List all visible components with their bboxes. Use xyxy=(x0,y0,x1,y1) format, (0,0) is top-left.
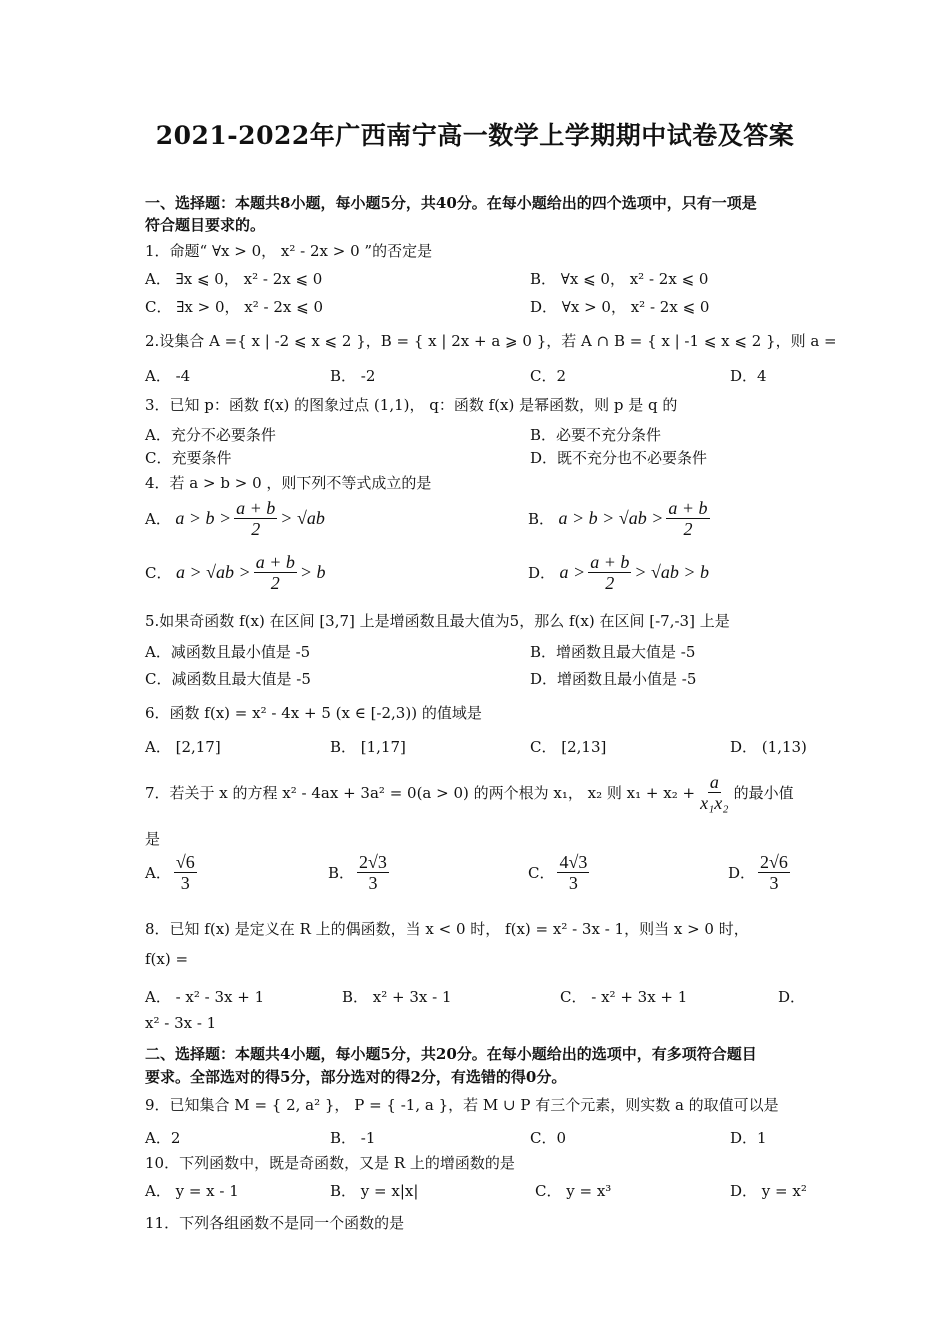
q7-option-d xyxy=(728,852,793,893)
q5-option-a: A．减函数且最小值是 -5 xyxy=(145,643,311,661)
section-2-heading-line1: 二、选择题：本题共4小题，每小题5分，共20分。在每小题给出的选项中，有多项符合题目 xyxy=(145,1045,757,1063)
q8-option-d-continued: x² - 3x - 1 xyxy=(145,1014,217,1032)
q7-a-den: 3 xyxy=(180,873,190,893)
section-2-heading-line2: 要求。全部选对的得5分，部分选对的得2分，有选错的得0分。 xyxy=(145,1068,567,1086)
q7-stem-part2: 的最小值 xyxy=(733,784,794,802)
q2-option-b: B． -2 xyxy=(330,367,376,385)
q7-frac-den: x₁x₂ xyxy=(700,793,729,813)
q8-option-b: B． x² + 3x - 1 xyxy=(342,988,452,1006)
q3-stem: 3．已知 p：函数 f(x) 的图象过点 (1,1)， q：函数 f(x) 是幂函数，则 p 是 q 的 xyxy=(145,396,678,414)
q4-option-c: C． a > √ab > $\frac{a + b}{2}$ > b xyxy=(145,552,326,593)
q3-option-c: C．充要条件 xyxy=(145,449,232,467)
q5-stem: 5.如果奇函数 f(x) 在区间 [3,7] 上是增函数且最大值为5，那么 f(x) 在区间 [-7,-3] 上是 xyxy=(145,612,730,630)
q5-option-c: C．减函数且最大值是 -5 xyxy=(145,670,311,688)
q10-option-c: C． y = x³ xyxy=(535,1182,612,1200)
q6-option-b: B． [1,17] xyxy=(330,738,406,756)
q7-option-a xyxy=(145,852,200,893)
q4-stem: 4．若 a > b > 0 ，则下列不等式成立的是 xyxy=(145,474,432,492)
q7-stem xyxy=(145,772,794,813)
q9-option-b: B． -1 xyxy=(330,1129,376,1147)
q4-a-sqrt: √ab xyxy=(296,508,325,528)
q2-option-d: D．4 xyxy=(730,367,767,385)
q7-d-den: 3 xyxy=(769,873,779,893)
q6-option-a: A． [2,17] xyxy=(145,738,221,756)
q1-option-a: A． ∃x ⩽ 0， x² - 2x ⩽ 0 xyxy=(145,270,323,288)
q7-option-a-label: A． xyxy=(145,864,171,882)
q8-stem-line2: f(x) = xyxy=(145,950,189,968)
q4-b-sqrt: √ab xyxy=(618,508,647,528)
q4-option-b: B． a > b > √ab > $\frac{a + b}{2}$ xyxy=(528,498,708,539)
q1-option-d: D． ∀x > 0， x² - 2x ⩽ 0 xyxy=(530,298,710,316)
q7-option-d-label: D． xyxy=(728,864,756,882)
q4-c-frac-den: 2 xyxy=(270,573,280,593)
q7-option-b-label: B． xyxy=(328,864,355,882)
section-1-heading-line2: 符合题目要求的。 xyxy=(145,216,266,234)
q4-d-frac-den: 2 xyxy=(605,573,615,593)
q6-stem: 6．函数 f(x) = x² - 4x + 5 (x ∈ [-2,3)) 的值域是 xyxy=(145,704,482,722)
q8-option-a: A． - x² - 3x + 1 xyxy=(145,988,265,1006)
q6-option-d: D． (1,13) xyxy=(730,738,807,756)
q9-option-d: D．1 xyxy=(730,1129,767,1147)
q9-stem: 9．已知集合 M = { 2, a² }， P = { -1, a }，若 M ∪ P 有三个元素，则实数 a 的取值可以是 xyxy=(145,1096,779,1114)
q4-option-a-label: A． xyxy=(145,510,171,528)
q1-option-c: C． ∃x > 0， x² - 2x ⩽ 0 xyxy=(145,298,323,316)
q9-option-c: C．0 xyxy=(530,1129,567,1147)
q4-d-frac-num: a + b xyxy=(590,552,630,572)
q10-option-d: D． y = x² xyxy=(730,1182,807,1200)
q3-option-d: D．既不充分也不必要条件 xyxy=(530,449,708,467)
q4-c-sqrt: √ab xyxy=(206,562,235,582)
q3-option-b: B．必要不充分条件 xyxy=(530,426,662,444)
q10-option-b: B． y = x|x| xyxy=(330,1182,419,1200)
q4-option-b-label: B． xyxy=(528,510,555,528)
q7-option-c xyxy=(528,852,592,893)
q4-option-d: D． a > $\frac{a + b}{2}$ > √ab > b xyxy=(528,552,710,593)
q7-d-num: 2√6 xyxy=(760,852,788,872)
q7-option-c-label: C． xyxy=(528,864,555,882)
q7-b-den: 3 xyxy=(368,873,378,893)
q1-stem: 1．命题“ ∀x > 0， x² - 2x > 0 ”的否定是 xyxy=(145,242,433,260)
q4-option-c-label: C． xyxy=(145,564,172,582)
q4-a-frac-num: a + b xyxy=(236,498,276,518)
q7-b-num: 2√3 xyxy=(359,852,387,872)
q7-c-den: 3 xyxy=(568,873,578,893)
section-1-heading-line1: 一、选择题：本题共8小题，每小题5分，共40分。在每小题给出的四个选项中，只有一项是 xyxy=(145,194,757,212)
q4-d-sqrt: √ab xyxy=(651,562,679,582)
q7-frac-num: a xyxy=(709,772,719,792)
q4-b-frac-num: a + b xyxy=(668,498,708,518)
q10-stem: 10．下列函数中，既是奇函数，又是 R 上的增函数的是 xyxy=(145,1154,515,1172)
q10-option-a: A． y = x - 1 xyxy=(145,1182,239,1200)
q2-stem: 2.设集合 A ={ x | -2 ⩽ x ⩽ 2 }，B = { x | 2x + a ⩾ 0 }，若 A ∩ B = { x | -1 ⩽ x ⩽ 2 }，则 a = xyxy=(145,332,837,350)
q7-a-num: √6 xyxy=(175,852,195,872)
q6-option-c: C． [2,13] xyxy=(530,738,607,756)
page-title: 2021-2022年广西南宁高一数学上学期期中试卷及答案 xyxy=(155,121,795,150)
q4-c-frac-num: a + b xyxy=(255,552,295,572)
q4-a-frac-den: 2 xyxy=(251,519,261,539)
q7-option-b xyxy=(328,852,392,893)
q2-option-c: C．2 xyxy=(530,367,567,385)
q7-c-num: 4√3 xyxy=(559,852,588,872)
q8-stem: 8．已知 f(x) 是定义在 R 上的偶函数，当 x < 0 时， f(x) = x² - 3x - 1，则当 x > 0 时， xyxy=(145,920,749,938)
q11-stem: 11．下列各组函数不是同一个函数的是 xyxy=(145,1214,405,1232)
q2-option-a: A． -4 xyxy=(145,367,191,385)
q7-stem-line2: 是 xyxy=(145,830,161,848)
q5-option-d: D．增函数且最小值是 -5 xyxy=(530,670,697,688)
q8-option-d: D． xyxy=(778,988,806,1006)
q4-b-frac-den: 2 xyxy=(683,519,693,539)
q4-option-a: A． a > b > $\frac{a + b}{2}$ > √ab xyxy=(145,498,325,539)
q5-option-b: B．增函数且最大值是 -5 xyxy=(530,643,696,661)
q7-stem-part1: 7．若关于 x 的方程 x² - 4ax + 3a² = 0(a > 0) 的两个根为 x₁， x₂ 则 x₁ + x₂ + xyxy=(145,784,696,802)
q1-option-b: B． ∀x ⩽ 0， x² - 2x ⩽ 0 xyxy=(530,270,709,288)
q4-option-d-label: D． xyxy=(528,564,556,582)
q8-option-c: C． - x² + 3x + 1 xyxy=(560,988,688,1006)
q9-option-a: A．2 xyxy=(145,1129,181,1147)
q3-option-a: A．充分不必要条件 xyxy=(145,426,276,444)
